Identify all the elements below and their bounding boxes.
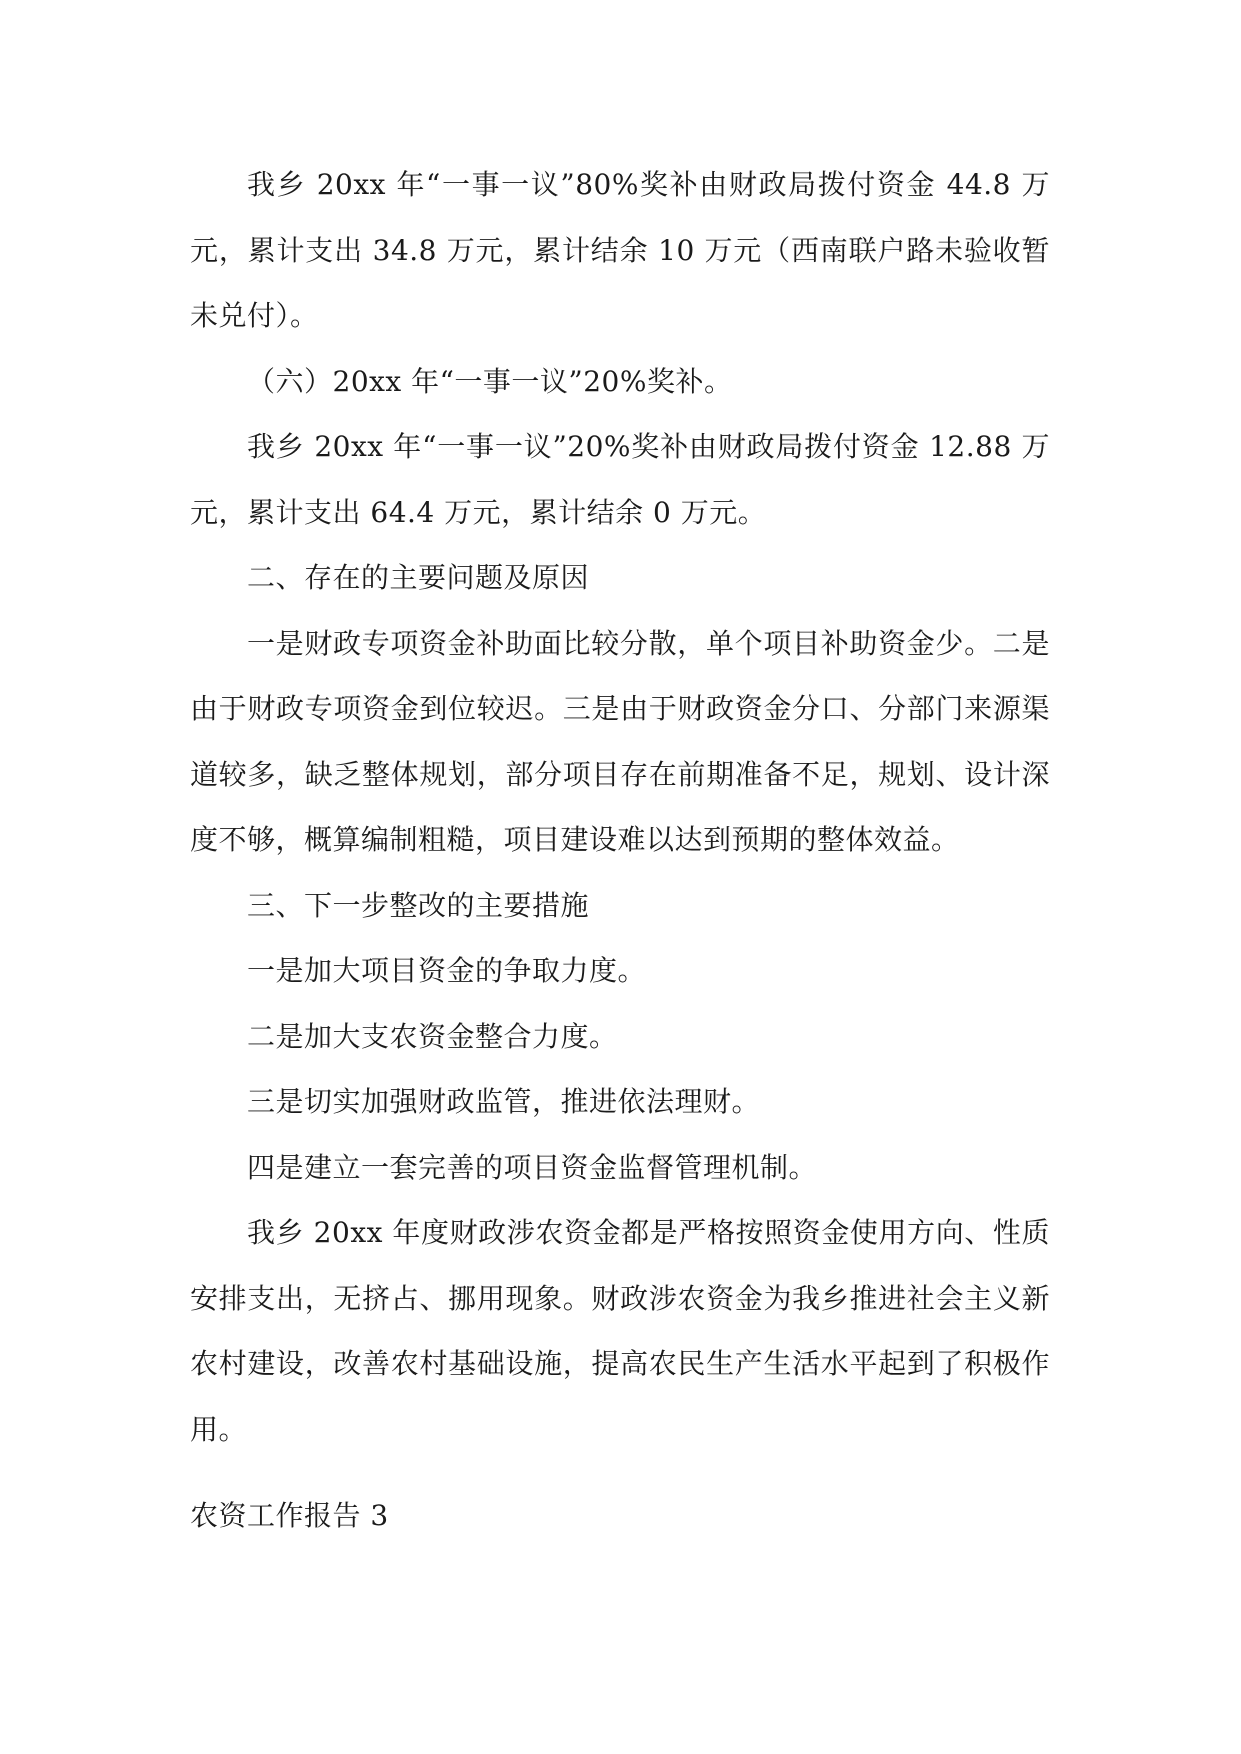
measure-item-3: 三是切实加强财政监管，推进依法理财。: [247, 1085, 761, 1118]
measure-item-4: 四是建立一套完善的项目资金监督管理机制。: [247, 1150, 818, 1184]
next-section-title: 农资工作报告 3: [190, 1499, 389, 1532]
section-heading-problems: 二、存在的主要问题及原因: [247, 561, 590, 594]
paragraph-award-20: 我乡 20xx 年“一事一议”20%奖补由财政局拨付资金 12.88 万元，累计支出 64.4 万元，累计结余 0 万元。: [190, 430, 1050, 529]
subheading-award-20: （六）20xx 年“一事一议”20%奖补。: [247, 364, 733, 398]
body-text: [190, 152, 1050, 1462]
paragraph-conclusion: 我乡 20xx 年度财政涉农资金都是严格按照资金使用方向、性质安排支出，无挤占、挪用现象。财政涉农资金为我乡推进社会主义新农村建设，改善农村基础设施，提高农民生产生活水平起到了积极作用。: [190, 1216, 1050, 1446]
paragraph-award-80: 我乡 20xx 年“一事一议”80%奖补由财政局拨付资金 44.8 万元，累计支出 34.8 万元，累计结余 10 万元（西南联户路未验收暂未兑付）。: [190, 168, 1050, 332]
section-heading-measures: 三、下一步整改的主要措施: [247, 888, 590, 922]
paragraph-problems: 一是财政专项资金补助面比较分散，单个项目补助资金少。二是由于财政专项资金到位较迟。三是由于财政资金分口、分部门来源渠道较多，缺乏整体规划，部分项目存在前期准备不足，规划、设计深度不够，概算编制粗糙，项目建设难以达到预期的整体效益。: [190, 626, 1050, 856]
measure-item-1: 一是加大项目资金的争取力度。: [247, 954, 647, 987]
measure-item-2: 二是加大支农资金整合力度。: [247, 1019, 618, 1053]
